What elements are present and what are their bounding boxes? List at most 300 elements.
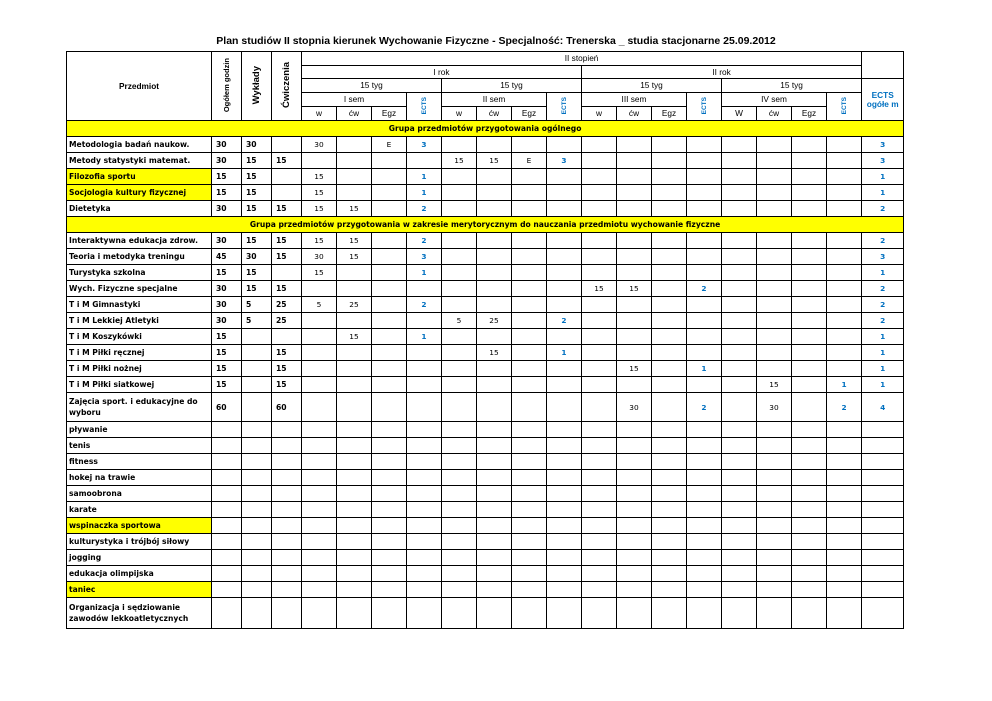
semester-ects-cell <box>827 201 862 217</box>
semester-hours-cell <box>372 313 407 329</box>
semester-hours-cell <box>372 185 407 201</box>
semester-hours-cell <box>617 185 652 201</box>
semester-hours-cell <box>302 313 337 329</box>
semester-hours-cell <box>302 153 337 169</box>
subject-name: wspinaczka sportowa <box>67 518 212 534</box>
semester-hours-cell: 15 <box>757 377 792 393</box>
sem3-cw: ćw <box>617 107 652 121</box>
semester-ects-cell <box>407 361 442 377</box>
semester-hours-cell <box>442 137 477 153</box>
semester-hours-cell <box>582 377 617 393</box>
semester-hours-cell <box>512 233 547 249</box>
semester-ects-cell <box>687 137 722 153</box>
semester-ects-cell <box>547 249 582 265</box>
subject-name: T i M Lekkiej Atletyki <box>67 313 212 329</box>
semester-hours-cell <box>757 329 792 345</box>
subject-name: T i M Koszykówki <box>67 329 212 345</box>
semester-ects-cell <box>827 137 862 153</box>
empty-cell <box>442 598 477 629</box>
semester-hours-cell <box>442 233 477 249</box>
semester-hours-cell <box>302 377 337 393</box>
semester-hours-cell <box>372 393 407 422</box>
empty-cell <box>652 422 687 438</box>
semester-hours-cell <box>442 281 477 297</box>
total-hours-cell: 60 <box>212 393 242 422</box>
semester-hours-cell <box>337 281 372 297</box>
semester-hours-cell <box>757 281 792 297</box>
semester-hours-cell <box>617 345 652 361</box>
subject-name: Wych. Fizyczne specjalne <box>67 281 212 297</box>
empty-cell <box>337 438 372 454</box>
subject-row <box>67 201 904 217</box>
lectures-cell: 5 <box>242 297 272 313</box>
lectures-cell: 15 <box>242 265 272 281</box>
semester-hours-cell <box>337 361 372 377</box>
semester-hours-cell <box>512 169 547 185</box>
empty-cell <box>722 518 757 534</box>
subject-name: T i M Piłki nożnej <box>67 361 212 377</box>
semester-hours-cell <box>757 233 792 249</box>
semester-ects-cell: 2 <box>407 201 442 217</box>
semester-hours-cell <box>792 153 827 169</box>
empty-cell <box>337 470 372 486</box>
empty-cell <box>242 534 272 550</box>
empty-cell <box>337 566 372 582</box>
semester-hours-cell <box>757 201 792 217</box>
elective-row <box>67 518 904 534</box>
empty-cell <box>652 518 687 534</box>
semester-hours-cell <box>582 361 617 377</box>
exercises-cell <box>272 185 302 201</box>
elective-row <box>67 582 904 598</box>
semester-hours-cell <box>512 185 547 201</box>
empty-cell <box>617 422 652 438</box>
empty-cell <box>687 470 722 486</box>
semester-ects-cell: 3 <box>547 153 582 169</box>
subject-row <box>67 281 904 297</box>
semester-hours-cell <box>337 185 372 201</box>
semester-hours-cell <box>757 137 792 153</box>
empty-cell <box>617 486 652 502</box>
semester-hours-cell <box>512 281 547 297</box>
exercises-cell <box>272 265 302 281</box>
subject-name: pływanie <box>67 422 212 438</box>
semester-ects-cell <box>547 393 582 422</box>
empty-cell <box>242 598 272 629</box>
empty-cell <box>722 422 757 438</box>
semester-ects-cell <box>547 185 582 201</box>
empty-cell <box>757 486 792 502</box>
total-hours-cell: 30 <box>212 313 242 329</box>
semester-hours-cell <box>372 297 407 313</box>
empty-cell <box>757 438 792 454</box>
semester-hours-cell <box>792 281 827 297</box>
empty-cell <box>212 518 242 534</box>
semester-ects-cell <box>687 169 722 185</box>
semester-hours-cell <box>722 185 757 201</box>
semester-hours-cell: 15 <box>302 233 337 249</box>
semester-hours-cell <box>512 329 547 345</box>
semester-hours-cell <box>792 313 827 329</box>
semester-ects-cell <box>827 297 862 313</box>
empty-cell <box>302 534 337 550</box>
lectures-cell <box>242 329 272 345</box>
semester-hours-cell: 15 <box>617 281 652 297</box>
empty-cell <box>792 438 827 454</box>
subject-name: Zajęcia sport. i edukacyjne do wyboru <box>67 393 212 422</box>
semester-ects-cell <box>547 265 582 281</box>
semester-hours-cell <box>792 233 827 249</box>
semester-ects-cell: 1 <box>407 185 442 201</box>
semester-ects-cell <box>407 313 442 329</box>
total-hours-cell: 30 <box>212 201 242 217</box>
semester-hours-cell <box>337 169 372 185</box>
ects-total-cell: 3 <box>862 249 904 265</box>
group-general-header: Grupa przedmiotów przygotowania ogólnego <box>67 121 904 137</box>
subject-name: Socjologia kultury fizycznej <box>67 185 212 201</box>
empty-cell <box>372 582 407 598</box>
empty-cell <box>757 534 792 550</box>
empty-cell <box>547 438 582 454</box>
empty-cell <box>242 486 272 502</box>
semester-hours-cell <box>442 201 477 217</box>
ects-total-blank <box>862 52 904 79</box>
empty-cell <box>212 566 242 582</box>
semester-hours-cell <box>582 137 617 153</box>
semester-hours-cell: 15 <box>337 249 372 265</box>
semester-ects-cell <box>687 185 722 201</box>
semester-hours-cell <box>792 137 827 153</box>
total-hours-cell: 15 <box>212 265 242 281</box>
empty-cell <box>242 454 272 470</box>
semester-hours-cell <box>722 345 757 361</box>
semester-hours-cell <box>757 345 792 361</box>
semester-hours-cell <box>337 137 372 153</box>
semester-hours-cell <box>372 361 407 377</box>
empty-cell <box>372 566 407 582</box>
semester-hours-cell <box>582 201 617 217</box>
subject-row <box>67 297 904 313</box>
semester-hours-cell <box>652 313 687 329</box>
empty-cell <box>722 454 757 470</box>
semester-hours-cell <box>617 153 652 169</box>
semester-hours-cell <box>652 281 687 297</box>
semester-hours-cell: 15 <box>337 233 372 249</box>
semester-ects-cell <box>547 377 582 393</box>
empty-cell <box>652 438 687 454</box>
empty-cell <box>477 582 512 598</box>
empty-cell <box>512 502 547 518</box>
semester-hours-cell <box>617 137 652 153</box>
semester-hours-cell <box>477 201 512 217</box>
exercises-cell <box>272 329 302 345</box>
lectures-cell <box>242 393 272 422</box>
empty-cell <box>372 486 407 502</box>
semester-ects-cell <box>687 201 722 217</box>
semester-hours-cell <box>617 313 652 329</box>
lectures-cell: 30 <box>242 137 272 153</box>
ects-total-cell: 4 <box>862 393 904 422</box>
empty-cell <box>407 470 442 486</box>
exercises-cell: 15 <box>272 249 302 265</box>
empty-cell <box>337 518 372 534</box>
semester-hours-cell <box>512 345 547 361</box>
semester-ects-cell <box>687 313 722 329</box>
semester-hours-cell <box>757 361 792 377</box>
empty-cell <box>442 550 477 566</box>
empty-cell <box>722 534 757 550</box>
empty-cell <box>302 454 337 470</box>
empty-cell <box>617 438 652 454</box>
semester-hours-cell <box>442 361 477 377</box>
semester-hours-cell <box>652 393 687 422</box>
semester-ects-cell <box>407 393 442 422</box>
empty-cell <box>372 534 407 550</box>
empty-cell <box>827 534 862 550</box>
empty-cell <box>792 566 827 582</box>
sem3-ects-header: ECTS <box>687 93 722 121</box>
semester-hours-cell <box>512 249 547 265</box>
empty-cell <box>617 502 652 518</box>
empty-cell <box>302 502 337 518</box>
empty-cell <box>242 438 272 454</box>
lectures-cell: 15 <box>242 281 272 297</box>
empty-cell <box>687 518 722 534</box>
lectures-cell: 15 <box>242 233 272 249</box>
total-hours-cell: 15 <box>212 185 242 201</box>
subject-header: Przedmiot <box>67 52 212 121</box>
semester-ects-cell <box>827 169 862 185</box>
sem4-cw: ćw <box>757 107 792 121</box>
empty-cell <box>442 534 477 550</box>
ects-total-cell: 1 <box>862 185 904 201</box>
semester-hours-cell: 5 <box>442 313 477 329</box>
empty-cell <box>407 422 442 438</box>
empty-cell <box>617 454 652 470</box>
semester-hours-cell: E <box>372 137 407 153</box>
semester-hours-cell <box>302 393 337 422</box>
semester-hours-cell <box>582 313 617 329</box>
empty-cell <box>652 454 687 470</box>
empty-cell <box>792 470 827 486</box>
semester-ects-cell: 1 <box>407 265 442 281</box>
empty-cell <box>582 502 617 518</box>
empty-cell <box>372 550 407 566</box>
semester-ects-cell <box>827 185 862 201</box>
empty-cell <box>652 502 687 518</box>
ects-total-cell: 2 <box>862 281 904 297</box>
semester-hours-cell <box>792 249 827 265</box>
empty-cell <box>687 502 722 518</box>
empty-cell <box>722 566 757 582</box>
lectures-cell: 5 <box>242 313 272 329</box>
empty-cell <box>862 470 904 486</box>
semester-hours-cell <box>792 361 827 377</box>
empty-cell <box>827 550 862 566</box>
elective-row <box>67 550 904 566</box>
empty-cell <box>862 454 904 470</box>
semester-ects-cell <box>687 329 722 345</box>
empty-cell <box>442 566 477 582</box>
subject-name: T i M Gimnastyki <box>67 297 212 313</box>
empty-cell <box>272 470 302 486</box>
exercises-cell: 15 <box>272 153 302 169</box>
subject-name: Filozofia sportu <box>67 169 212 185</box>
empty-cell <box>547 470 582 486</box>
empty-cell <box>792 550 827 566</box>
empty-cell <box>442 422 477 438</box>
semester-hours-cell <box>582 233 617 249</box>
empty-cell <box>722 598 757 629</box>
semester-hours-cell <box>512 265 547 281</box>
empty-cell <box>652 550 687 566</box>
semester-hours-cell <box>582 169 617 185</box>
semester-hours-cell: 25 <box>477 313 512 329</box>
sem2-cw: ćw <box>477 107 512 121</box>
semester-hours-cell <box>477 249 512 265</box>
empty-cell <box>827 486 862 502</box>
empty-cell <box>302 566 337 582</box>
semester-hours-cell <box>582 329 617 345</box>
semester-ects-cell <box>827 281 862 297</box>
semester-hours-cell: 15 <box>302 201 337 217</box>
empty-cell <box>272 534 302 550</box>
subject-name: T i M Piłki ręcznej <box>67 345 212 361</box>
semester-hours-cell <box>477 361 512 377</box>
empty-cell <box>212 598 242 629</box>
subject-name: Turystyka szkolna <box>67 265 212 281</box>
subject-row <box>67 377 904 393</box>
empty-cell <box>547 566 582 582</box>
empty-cell <box>212 550 242 566</box>
semester-hours-cell <box>617 377 652 393</box>
semester-hours-cell <box>652 233 687 249</box>
sem3-egz: Egz <box>652 107 687 121</box>
ects-total-cell: 1 <box>862 345 904 361</box>
empty-cell <box>687 598 722 629</box>
empty-cell <box>302 598 337 629</box>
empty-cell <box>302 438 337 454</box>
semester-hours-cell <box>582 345 617 361</box>
year1-header: I rok <box>302 66 582 79</box>
sem1-cw: ćw <box>337 107 372 121</box>
semester-hours-cell <box>652 377 687 393</box>
empty-cell <box>407 550 442 566</box>
empty-cell <box>272 566 302 582</box>
ects-total-cell: 1 <box>862 169 904 185</box>
empty-cell <box>212 534 242 550</box>
exercises-cell: 15 <box>272 345 302 361</box>
empty-cell <box>687 550 722 566</box>
semester-hours-cell: 15 <box>477 345 512 361</box>
semester-hours-cell <box>477 281 512 297</box>
semester-hours-cell <box>582 393 617 422</box>
subject-name: fitness <box>67 454 212 470</box>
subject-name: hokej na trawie <box>67 470 212 486</box>
empty-cell <box>302 422 337 438</box>
empty-cell <box>862 422 904 438</box>
empty-cell <box>272 550 302 566</box>
semester-hours-cell <box>302 281 337 297</box>
semester-hours-cell: 5 <box>302 297 337 313</box>
year2-header: II rok <box>582 66 862 79</box>
empty-cell <box>687 422 722 438</box>
semester-hours-cell: 30 <box>302 137 337 153</box>
subject-row <box>67 393 904 422</box>
empty-cell <box>722 486 757 502</box>
semester-hours-cell <box>652 249 687 265</box>
empty-cell <box>687 582 722 598</box>
study-plan-table <box>66 51 904 629</box>
empty-cell <box>477 486 512 502</box>
empty-cell <box>722 550 757 566</box>
empty-cell <box>547 582 582 598</box>
total-hours-cell: 30 <box>212 281 242 297</box>
subject-name: T i M Piłki siatkowej <box>67 377 212 393</box>
empty-cell <box>512 438 547 454</box>
lectures-cell <box>242 361 272 377</box>
semester-ects-cell: 2 <box>407 233 442 249</box>
exercises-cell: 60 <box>272 393 302 422</box>
empty-cell <box>372 422 407 438</box>
empty-cell <box>337 598 372 629</box>
semester-hours-cell <box>792 329 827 345</box>
semester-hours-cell <box>477 377 512 393</box>
exercises-header: Ćwiczenia <box>272 52 302 121</box>
total-hours-cell: 15 <box>212 329 242 345</box>
sem4-weeks: 15 tyg <box>722 79 862 93</box>
empty-cell <box>477 438 512 454</box>
empty-cell <box>547 518 582 534</box>
empty-cell <box>477 502 512 518</box>
semester-ects-cell <box>547 137 582 153</box>
semester-hours-cell <box>792 201 827 217</box>
empty-cell <box>582 534 617 550</box>
empty-cell <box>582 598 617 629</box>
empty-cell <box>862 566 904 582</box>
semester-hours-cell <box>722 249 757 265</box>
empty-cell <box>242 550 272 566</box>
semester-hours-cell <box>722 313 757 329</box>
empty-cell <box>407 582 442 598</box>
lectures-cell: 15 <box>242 153 272 169</box>
sem1-w: w <box>302 107 337 121</box>
semester-hours-cell <box>372 281 407 297</box>
semester-hours-cell <box>477 233 512 249</box>
empty-cell <box>512 598 547 629</box>
semester-hours-cell <box>442 265 477 281</box>
total-hours-cell: 30 <box>212 297 242 313</box>
subject-name: edukacja olimpijska <box>67 566 212 582</box>
semester-hours-cell <box>442 249 477 265</box>
semester-hours-cell <box>477 393 512 422</box>
semester-hours-cell <box>512 313 547 329</box>
semester-hours-cell <box>582 297 617 313</box>
ects-total-cell: 1 <box>862 329 904 345</box>
empty-cell <box>272 518 302 534</box>
semester-ects-cell: 2 <box>547 313 582 329</box>
semester-ects-cell <box>547 169 582 185</box>
sem2-header: II sem <box>442 93 547 107</box>
semester-hours-cell <box>372 153 407 169</box>
semester-ects-cell: 3 <box>407 249 442 265</box>
empty-cell <box>302 550 337 566</box>
empty-cell <box>477 518 512 534</box>
semester-hours-cell <box>652 153 687 169</box>
semester-hours-cell <box>477 137 512 153</box>
semester-ects-cell <box>547 329 582 345</box>
empty-cell <box>827 422 862 438</box>
